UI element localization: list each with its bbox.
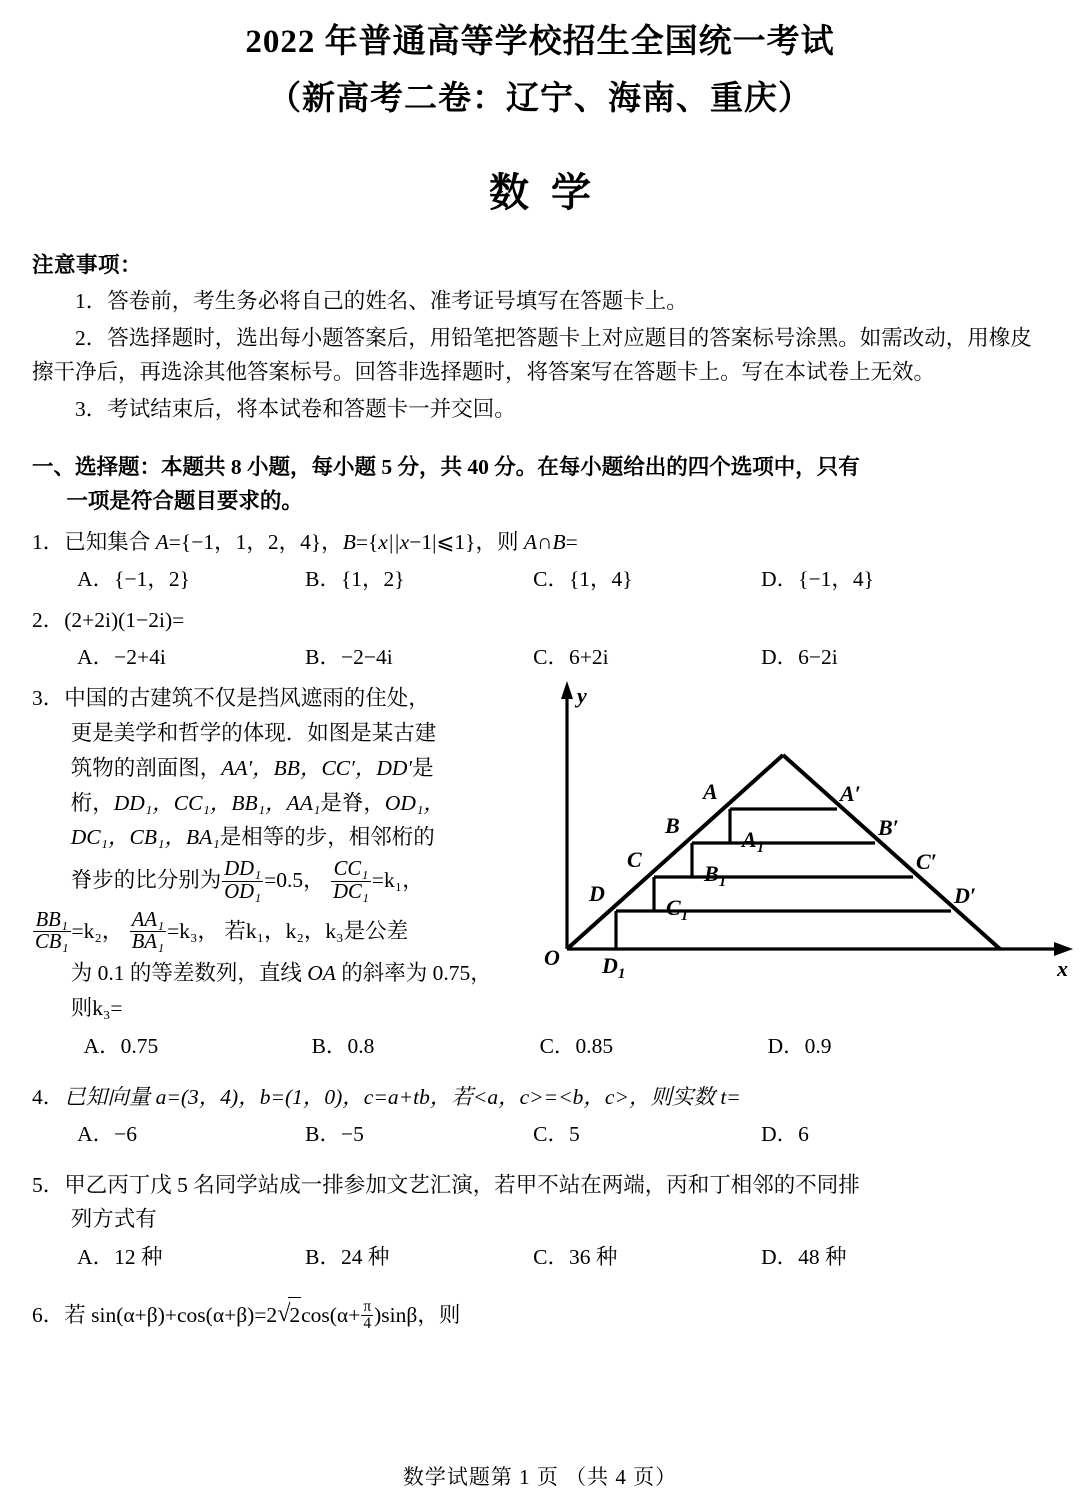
exam-content <box>32 248 1068 1333</box>
option-row[interactable]: D．{−1，4} <box>761 567 874 592</box>
question-6-number: 6． <box>32 1302 65 1327</box>
figure-label-x: x <box>1057 956 1068 982</box>
section-heading-choice <box>32 450 1046 519</box>
option-row[interactable]: B．{1，2} <box>305 567 405 592</box>
question-6 <box>32 1297 1046 1333</box>
fraction-dd1-od1: $\frac{\text{DD₁}}{\text{OD₁}}$ <box>224 858 262 903</box>
question-2-options <box>32 640 1046 675</box>
option-row[interactable]: B．0.8 <box>311 1033 375 1058</box>
sqrt-symbol: √ 2 <box>277 1297 301 1332</box>
figure-label-B-prime: B′ <box>878 815 899 841</box>
section-heading-line1: 一、选择题：本题共 8 小题，每小题 5 分，共 40 分。在每小题给出的四个选项中，只有 <box>32 454 860 479</box>
figure-label-D: D <box>589 881 605 907</box>
notice-heading: 注意事项： <box>32 252 143 277</box>
question-4-stem: 已知向量 a=(3，4)，b=(1，0)，c=a+tb，若<a，c>=<b，c>，则实数 t= <box>64 1084 741 1109</box>
option-row[interactable]: C．6+2i <box>533 645 609 670</box>
notice-item-2: 2．答选择题时，选出每小题答案后，用铅笔把答题卡上对应题目的答案标号涂黑。如需改动，用橡皮擦干净后，再选涂其他答案标号。回答非选择题时，将答案写在答题卡上。写在本试卷上无效。 <box>32 325 1032 385</box>
figure-label-C1: $C_1$ <box>666 895 689 925</box>
roof-cross-section-diagram <box>540 671 1080 981</box>
section-heading-line2: 一项是符合题目要求的。 <box>66 489 303 514</box>
question-6-stem: 若 sin(α+β)+cos(α+β)=2 √ 2cos(α+ $\frac{\pi}{4}$ )sinβ，则 <box>64 1303 460 1327</box>
question-3-line1: 3．中国的古建筑不仅是挡风遮雨的住处， <box>32 686 430 711</box>
page-header <box>0 0 1080 218</box>
exam-title-line1: 2022 年普通高等学校招生全国统一考试 <box>245 24 835 60</box>
figure-label-C: C <box>627 847 642 873</box>
option-row[interactable]: D．6 <box>761 1122 809 1147</box>
question-5 <box>32 1168 1046 1237</box>
figure-label-O: O <box>544 945 560 971</box>
option-row[interactable]: C．36 种 <box>533 1244 618 1269</box>
option-row[interactable]: C．5 <box>533 1122 580 1147</box>
question-1-number: 1． <box>32 529 65 554</box>
question-4 <box>32 1080 1046 1114</box>
question-1-stem: 已知集合 A={−1，1，2，4}，B={x||x−1|⩽1}，则 A∩B= <box>64 529 578 554</box>
question-3-options <box>32 1029 1046 1064</box>
figure-label-A1: $A_1$ <box>742 827 765 857</box>
fraction-pi-over-4: $\frac{\pi}{4}$ <box>363 1297 372 1333</box>
question-1-options <box>32 562 1046 597</box>
option-row[interactable]: A．−6 <box>77 1122 138 1147</box>
question-3-text <box>32 681 532 1026</box>
option-row[interactable]: D．6−2i <box>761 645 838 670</box>
fraction-cc1-dc1: $\frac{\text{CC₁}}{\text{DC₁}}$ <box>333 858 369 903</box>
question-3-line6: 脊步的比分别为 $\frac{\text{DD₁}}{\text{OD₁}}$ =0.5， $\frac{\text{CC₁}}{\text{DC₁}}$ =k₁， <box>70 858 424 903</box>
notice-item-3: 3．考试结束后，将本试卷和答题卡一并交回。 <box>75 396 516 421</box>
question-5-line2: 列方式有 <box>70 1207 157 1232</box>
roof-right-slope <box>783 755 1000 949</box>
question-4-options <box>32 1117 1046 1152</box>
question-3-line8: 为 0.1 的等差数列，直线 OA 的斜率为 0.75， <box>70 961 492 986</box>
page-footer: 数学试题第 1 页 （共 4 页） <box>402 1465 678 1489</box>
option-row[interactable]: D．0.9 <box>767 1033 832 1058</box>
question-4-number: 4． <box>32 1084 65 1109</box>
question-3-line4: 桁，DD₁，CC₁，BB₁，AA₁是脊，OD₁， <box>70 790 445 815</box>
fraction-bb1-cb1: $\frac{\text{BB₁}}{\text{CB₁}}$ <box>35 908 69 954</box>
question-2 <box>32 603 1046 637</box>
figure-label-A-prime: A′ <box>840 781 861 807</box>
question-3-line9: 则k₃= <box>70 996 123 1021</box>
option-row[interactable]: A．−2+4i <box>77 645 166 670</box>
option-row[interactable]: B．−5 <box>305 1122 364 1147</box>
y-axis-arrowhead <box>561 681 573 699</box>
exam-title-line2: （新高考二卷：辽宁、海南、重庆） <box>268 81 812 118</box>
figure-label-C-prime: C′ <box>916 849 937 875</box>
question-2-number: 2． <box>32 607 65 632</box>
question-3 <box>32 681 1068 1026</box>
question-3-line5: DC₁，CB₁，BA₁是相等的步，相邻桁的 <box>70 825 435 850</box>
question-5-line1: 5．甲乙丙丁戊 5 名同学站成一排参加文艺汇演，若甲不站在两端，丙和丁相邻的不同排 <box>32 1172 860 1197</box>
question-5-options <box>32 1240 1046 1275</box>
figure-label-D1: $D_1$ <box>602 953 626 982</box>
question-2-stem: (2+2i)(1−2i)= <box>64 607 185 632</box>
figure-label-y: y <box>577 683 587 709</box>
option-row[interactable]: D．48 种 <box>761 1244 847 1269</box>
question-3-line3: 筑物的剖面图，AA′，BB，CC′，DD′是 <box>70 755 434 780</box>
option-row[interactable]: B．24 种 <box>305 1244 390 1269</box>
fraction-aa1-ba1: $\frac{\text{AA₁}}{\text{BA₁}}$ <box>131 908 165 954</box>
notice-item-1: 1．答卷前，考生务必将自己的姓名、准考证号填写在答题卡上。 <box>75 289 688 314</box>
question-3-line7: $\frac{\text{BB₁}}{\text{CB₁}}$ =k₂， $\frac{\text{AA₁}}{\text{BA₁}}$ =k₃， 若k₁，k₂，k₃是公差 <box>35 908 409 954</box>
subject-title: 数学 <box>489 169 613 215</box>
figure-label-B: B <box>665 813 680 839</box>
question-3-line2: 更是美学和哲学的体现．如图是某古建 <box>70 720 437 745</box>
option-row[interactable]: C．{1，4} <box>533 567 633 592</box>
figure-label-D-prime: D′ <box>954 883 977 909</box>
option-row[interactable]: A．0.75 <box>83 1033 159 1058</box>
option-row[interactable]: A．12 种 <box>77 1244 163 1269</box>
question-1 <box>32 525 1046 559</box>
option-row[interactable]: A．{−1，2} <box>77 567 190 592</box>
question-3-figure <box>540 671 1080 981</box>
option-row[interactable]: C．0.85 <box>539 1033 614 1058</box>
x-axis-arrowhead <box>1054 942 1073 956</box>
figure-label-A: A <box>703 779 718 805</box>
figure-label-B1: $B_1$ <box>704 861 727 891</box>
option-row[interactable]: B．−2−4i <box>305 645 393 670</box>
